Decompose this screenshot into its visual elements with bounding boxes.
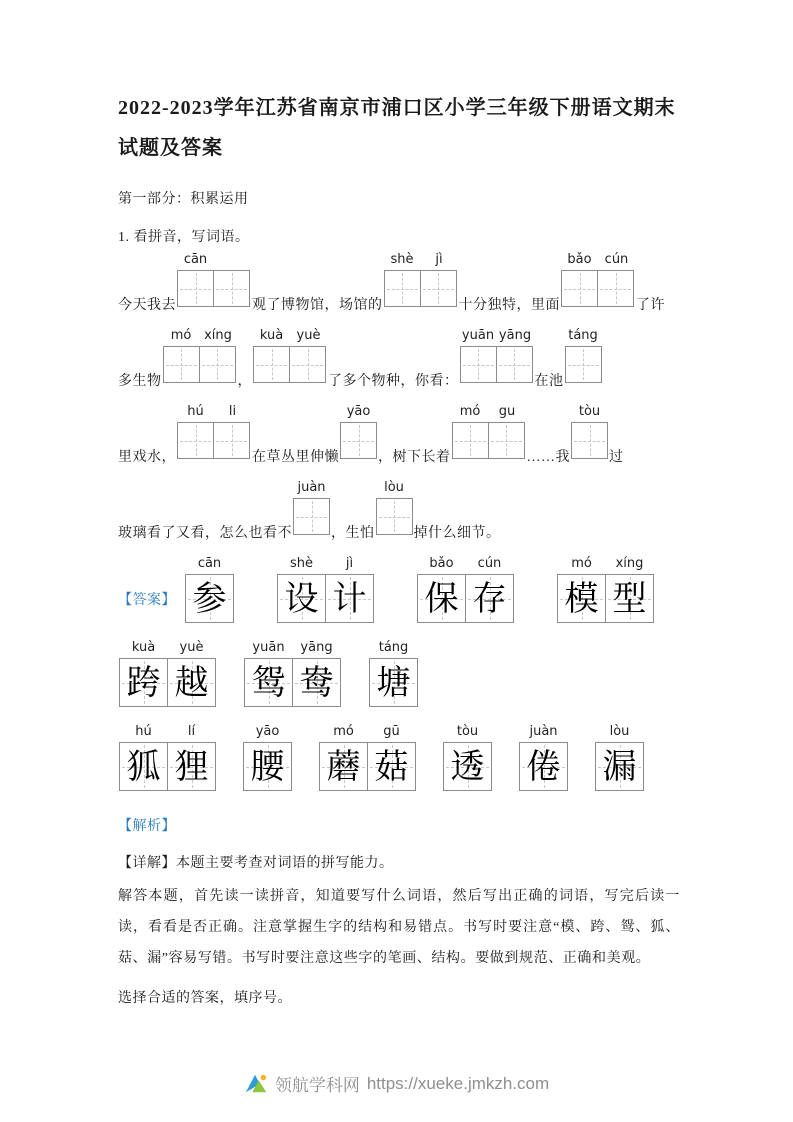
character-box-empty <box>340 422 377 459</box>
pinyin-write-boxes <box>376 480 413 535</box>
character-cells <box>293 498 330 535</box>
pinyin-row <box>119 640 216 658</box>
character-cells <box>177 422 251 459</box>
character-box-empty <box>177 270 214 307</box>
pinyin-label: kuà <box>131 640 156 655</box>
question-text: ， <box>237 374 252 389</box>
pinyin-row <box>443 724 492 742</box>
pinyin-row <box>293 480 330 498</box>
character-box <box>557 574 606 623</box>
pinyin-label: cān <box>183 252 208 267</box>
answer-boxes <box>417 556 514 623</box>
pinyin-label: cún <box>604 252 629 267</box>
pinyin-label: hú <box>187 404 204 419</box>
pinyin-label: lòu <box>384 480 404 495</box>
character-box <box>319 742 368 791</box>
answer-boxes <box>595 724 644 791</box>
answer-character: 鸯 <box>299 662 334 703</box>
character-cells <box>443 742 492 791</box>
character-cells <box>565 346 602 383</box>
pinyin-label: táng <box>568 328 598 343</box>
pinyin-label: yāo <box>346 404 371 419</box>
question-text: 在池 <box>534 374 564 389</box>
pinyin-label: li <box>228 404 237 419</box>
character-box-empty <box>213 422 250 459</box>
pinyin-label: kuà <box>259 328 284 343</box>
pinyin-label: lòu <box>609 724 630 739</box>
question-text: 里戏水， <box>118 450 176 465</box>
question-text: 玻璃看了又看，怎么也看不 <box>118 526 292 541</box>
pinyin-label: shè <box>289 556 313 571</box>
question-text: ，生怕 <box>331 526 375 541</box>
answer-section <box>118 556 680 791</box>
question-text: 十分独特，里面 <box>458 298 560 313</box>
pinyin-row <box>557 556 654 574</box>
character-box-empty <box>420 270 457 307</box>
pinyin-label: yuè <box>296 328 321 343</box>
pinyin-row <box>319 724 416 742</box>
answer-character: 模 <box>564 578 599 619</box>
character-cells <box>595 742 644 791</box>
character-box <box>244 658 293 707</box>
pinyin-write-boxes <box>163 328 237 383</box>
question-line <box>118 252 680 313</box>
answer-boxes <box>319 724 416 791</box>
answer-boxes <box>185 556 234 623</box>
question-line <box>118 480 680 541</box>
answer-boxes <box>119 724 216 791</box>
pinyin-row <box>417 556 514 574</box>
character-box-empty <box>384 270 421 307</box>
pinyin-write-boxes <box>460 328 534 383</box>
question-text: 了多个物种，你看： <box>328 374 459 389</box>
character-box <box>595 742 644 791</box>
character-box <box>167 658 216 707</box>
answer-row <box>118 724 680 791</box>
pinyin-label: mó <box>333 724 354 739</box>
character-cells <box>571 422 608 459</box>
analysis-paragraph: 解答本题，首先读一读拼音，知道要写什么词语，然后写出正确的词语，写完后读一读，看看是否正确。注意掌握生字的结构和易错点。书写时要注意“模、跨、鸳、狐、菇、漏”容易写错。书写时要注意这些字的笔画、结构。要做到规范、正确和美观。 <box>118 889 680 966</box>
character-cells <box>384 270 458 307</box>
question-text: 了许 <box>636 298 665 313</box>
pinyin-label: lí <box>187 724 196 739</box>
character-cells <box>319 742 416 791</box>
answer-character: 狐 <box>126 746 161 787</box>
pinyin-label: tòu <box>578 404 601 419</box>
character-cells <box>277 574 374 623</box>
character-cells <box>376 498 413 535</box>
character-cells <box>177 270 251 307</box>
character-cells <box>119 742 216 791</box>
pinyin-row <box>177 252 251 270</box>
answer-character: 腰 <box>250 746 285 787</box>
character-box <box>443 742 492 791</box>
pinyin-label: xíng <box>615 556 644 571</box>
pinyin-label: bǎo <box>429 556 454 571</box>
character-cells <box>243 742 292 791</box>
question-text: ，树下长着 <box>378 450 451 465</box>
pinyin-write-boxes <box>293 480 330 535</box>
pinyin-label: xíng <box>204 328 232 343</box>
answer-character: 倦 <box>526 746 561 787</box>
pinyin-label: táng <box>378 640 409 655</box>
next-question-text: 选择合适的答案，填序号。 <box>118 991 292 1006</box>
character-box <box>185 574 234 623</box>
answer-character: 保 <box>424 578 459 619</box>
question-text: 观了博物馆，场馆的 <box>252 298 383 313</box>
pinyin-write-boxes <box>253 328 327 383</box>
question-line <box>118 404 680 465</box>
character-box-empty <box>565 346 602 383</box>
answer-boxes <box>443 724 492 791</box>
answer-boxes <box>277 556 374 623</box>
answer-boxes <box>369 640 418 707</box>
character-box-empty <box>571 422 608 459</box>
pinyin-label: juàn <box>529 724 558 739</box>
pinyin-row <box>277 556 374 574</box>
character-cells <box>253 346 327 383</box>
pinyin-row <box>460 328 534 346</box>
answer-character: 计 <box>332 578 367 619</box>
pinyin-write-boxes <box>561 252 635 307</box>
character-cells <box>561 270 635 307</box>
character-box-empty <box>496 346 533 383</box>
question-text: 今天我去 <box>118 298 176 313</box>
pinyin-label: mó <box>170 328 192 343</box>
answer-boxes <box>243 724 292 791</box>
pinyin-label: cān <box>197 556 222 571</box>
character-cells <box>163 346 237 383</box>
answer-boxes <box>244 640 341 707</box>
character-box <box>605 574 654 623</box>
page-title: 2022-2023学年江苏省南京市浦口区小学三年级下册语文期末试题及答案 <box>118 97 676 159</box>
character-box <box>119 742 168 791</box>
character-box <box>243 742 292 791</box>
character-box-empty <box>289 346 326 383</box>
pinyin-label: gū <box>383 724 400 739</box>
pinyin-row <box>561 252 635 270</box>
pinyin-label: yāng <box>498 328 532 343</box>
character-box-empty <box>163 346 200 383</box>
pinyin-row <box>253 328 327 346</box>
answer-character: 蘑 <box>326 746 361 787</box>
pinyin-label: mó <box>571 556 592 571</box>
pinyin-row <box>177 404 251 422</box>
pinyin-write-boxes <box>452 404 526 459</box>
pinyin-label: shè <box>390 252 414 267</box>
pinyin-label: cún <box>477 556 502 571</box>
pinyin-label: juàn <box>297 480 326 495</box>
character-cells <box>119 658 216 707</box>
pinyin-row <box>369 640 418 658</box>
character-box <box>325 574 374 623</box>
pinyin-label: yāo <box>255 724 280 739</box>
pinyin-label <box>214 252 251 267</box>
pinyin-write-boxes <box>177 252 251 307</box>
answer-character: 越 <box>174 662 209 703</box>
question-line <box>118 328 680 389</box>
answer-character: 跨 <box>126 662 161 703</box>
pinyin-label: yuān <box>461 328 495 343</box>
pinyin-row <box>243 724 292 742</box>
pinyin-row <box>565 328 602 346</box>
pinyin-label: mó <box>459 404 481 419</box>
answer-boxes <box>557 556 654 623</box>
footer-site-name: 领航学科网 <box>274 1076 360 1095</box>
question-text: 过 <box>609 450 624 465</box>
character-box <box>292 658 341 707</box>
pinyin-row <box>384 252 458 270</box>
character-box <box>277 574 326 623</box>
answer-character: 存 <box>472 578 507 619</box>
question-text: 在草丛里伸懒 <box>252 450 339 465</box>
character-box-empty <box>597 270 634 307</box>
pinyin-label: jì <box>345 556 354 571</box>
character-cells <box>185 574 234 623</box>
character-box <box>367 742 416 791</box>
character-box <box>167 742 216 791</box>
character-cells <box>417 574 514 623</box>
answer-boxes <box>119 640 216 707</box>
pinyin-write-boxes <box>565 328 602 383</box>
character-box-empty <box>213 270 250 307</box>
character-box-empty <box>253 346 290 383</box>
pinyin-row <box>163 328 237 346</box>
question-lines <box>118 252 680 541</box>
pinyin-write-boxes <box>340 404 377 459</box>
analysis-label: 【解析】 <box>118 819 176 834</box>
pinyin-label: bǎo <box>567 252 592 267</box>
pinyin-row <box>340 404 377 422</box>
character-cells <box>340 422 377 459</box>
character-cells <box>460 346 534 383</box>
site-logo-icon <box>244 1072 268 1096</box>
character-box-empty <box>376 498 413 535</box>
answer-label: 【答案】 <box>118 593 176 608</box>
character-cells <box>519 742 568 791</box>
character-box-empty <box>452 422 489 459</box>
answer-row <box>118 556 680 623</box>
character-box-empty <box>460 346 497 383</box>
answer-character: 型 <box>612 578 647 619</box>
question-title: 1. 看拼音，写词语。 <box>118 230 250 245</box>
pinyin-row <box>452 404 526 422</box>
pinyin-row <box>595 724 644 742</box>
character-box-empty <box>177 422 214 459</box>
footer-url[interactable]: https://xueke.jmkzh.com <box>366 1073 550 1093</box>
character-box <box>519 742 568 791</box>
answer-boxes <box>519 724 568 791</box>
character-box <box>417 574 466 623</box>
answer-character: 鸳 <box>251 662 286 703</box>
pinyin-label: yāng <box>300 640 333 655</box>
answer-character: 塘 <box>376 662 411 703</box>
pinyin-row <box>119 724 216 742</box>
pinyin-label: tòu <box>456 724 479 739</box>
section-heading: 第一部分：积累运用 <box>118 192 249 207</box>
footer <box>0 1071 793 1096</box>
pinyin-row <box>185 556 234 574</box>
answer-character: 透 <box>450 746 485 787</box>
answer-character: 漏 <box>602 746 637 787</box>
answer-character: 设 <box>284 578 319 619</box>
question-text: 多生物 <box>118 374 162 389</box>
character-cells <box>369 658 418 707</box>
answer-row <box>118 640 680 707</box>
pinyin-write-boxes <box>384 252 458 307</box>
answer-character: 狸 <box>174 746 209 787</box>
character-cells <box>244 658 341 707</box>
character-box-empty <box>199 346 236 383</box>
pinyin-write-boxes <box>177 404 251 459</box>
character-box-empty <box>561 270 598 307</box>
pinyin-label: jì <box>435 252 443 267</box>
pinyin-write-boxes <box>571 404 608 459</box>
character-box-empty <box>293 498 330 535</box>
pinyin-row <box>519 724 568 742</box>
pinyin-label: yuān <box>252 640 285 655</box>
analysis-detail: 【详解】本题主要考查对词语的拼写能力。 <box>118 856 394 871</box>
pinyin-label: gu <box>498 404 516 419</box>
question-text: 掉什么细节。 <box>413 526 501 541</box>
character-cells <box>452 422 526 459</box>
pinyin-row <box>244 640 341 658</box>
answer-character: 菇 <box>374 746 409 787</box>
character-box <box>465 574 514 623</box>
question-text: ……我 <box>526 450 570 465</box>
character-box <box>119 658 168 707</box>
answer-character: 参 <box>192 578 227 619</box>
pinyin-row <box>571 404 608 422</box>
character-cells <box>557 574 654 623</box>
pinyin-label: hú <box>135 724 152 739</box>
character-box-empty <box>488 422 525 459</box>
pinyin-row <box>376 480 413 498</box>
pinyin-label: yuè <box>179 640 204 655</box>
character-box <box>369 658 418 707</box>
